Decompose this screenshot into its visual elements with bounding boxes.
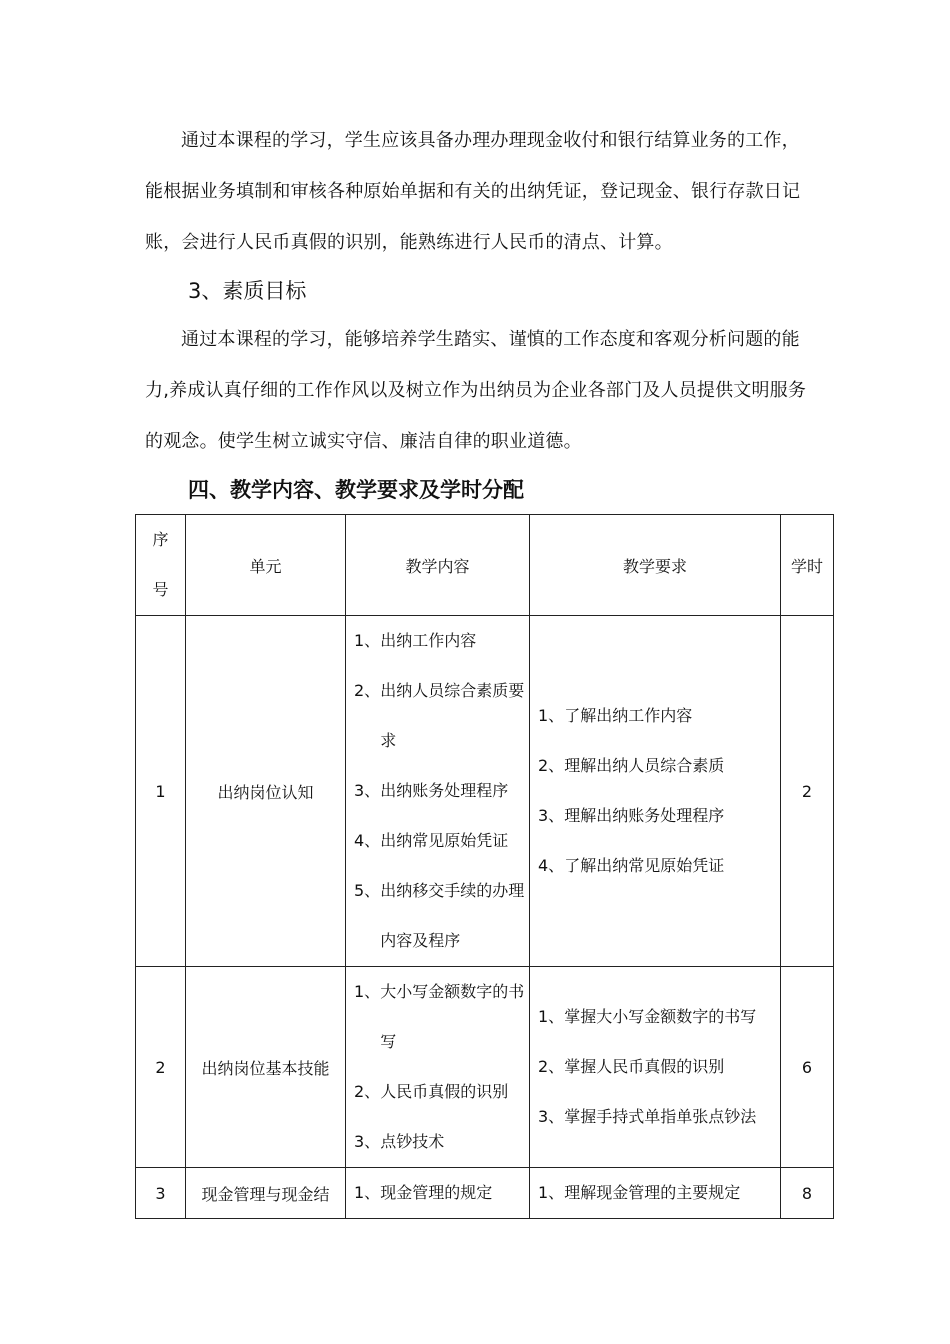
list-item: 3、 出纳账务处理程序 [354, 781, 509, 800]
list-item: 2、 理解出纳人员综合素质 [538, 756, 725, 775]
list-item: 1、 大小写金额数字的书写 [354, 982, 525, 1051]
list-item: 1、 掌握大小写金额数字的书写 [538, 1007, 757, 1026]
row-seq: 3 [136, 1168, 186, 1219]
row-unit: 出纳岗位基本技能 [186, 967, 346, 1168]
row-seq: 2 [136, 967, 186, 1168]
list-item: 1、 出纳工作内容 [354, 631, 477, 650]
row-hours: 2 [781, 616, 834, 967]
list-item: 3、 掌握手持式单指单张点钞法 [538, 1107, 757, 1126]
list-item: 2、 人民币真假的识别 [354, 1082, 509, 1101]
list-item: 4、 出纳常见原始凭证 [354, 831, 509, 850]
list-item: 3、 理解出纳账务处理程序 [538, 806, 725, 825]
list-item: 5、 出纳移交手续的办理内容及程序 [354, 881, 525, 950]
table-row [136, 1168, 834, 1219]
header-seq: 序 号 [136, 515, 186, 616]
list-item: 1、 理解现金管理的主要规定 [538, 1183, 741, 1202]
row-unit: 现金管理与现金结 [186, 1168, 346, 1219]
list-item: 3、 点钞技术 [354, 1132, 445, 1151]
row-content [346, 616, 530, 967]
header-content: 教学内容 [346, 515, 530, 616]
list-item: 1、 现金管理的规定 [354, 1183, 493, 1202]
row-unit: 出纳岗位认知 [186, 616, 346, 967]
row-seq: 1 [136, 616, 186, 967]
syllabus-table [135, 514, 834, 1219]
list-item: 2、 掌握人民币真假的识别 [538, 1057, 725, 1076]
table-header-row [136, 515, 834, 616]
row-content [346, 967, 530, 1168]
row-hours: 8 [781, 1168, 834, 1219]
quality-goal-paragraph: 通过本课程的学习，能够培养学生踏实、谨慎的工作态度和客观分析问题的能力,养成认真仔细的工作作风以及树立作为出纳员为企业各部门及人员提供文明服务的观念。使学生树立诚实守信、廉洁自律的职业道德。 [145, 329, 807, 452]
list-item: 1、 了解出纳工作内容 [538, 706, 693, 725]
section-heading: 四、教学内容、教学要求及学时分配 [188, 478, 524, 502]
quality-goal-heading: 3、素质目标 [188, 279, 307, 303]
header-requirement: 教学要求 [530, 515, 781, 616]
header-hours: 学时 [781, 515, 834, 616]
row-requirement [530, 967, 781, 1168]
knowledge-goal-paragraph: 通过本课程的学习，学生应该具备办理办理现金收付和银行结算业务的工作，能根据业务填制和审核各种原始单据和有关的出纳凭证，登记现金、银行存款日记账，会进行人民币真假的识别，能熟练进行人民币的清点、计算。 [145, 130, 801, 253]
row-hours: 6 [781, 967, 834, 1168]
row-requirement [530, 1168, 781, 1219]
header-unit: 单元 [186, 515, 346, 616]
row-requirement [530, 616, 781, 967]
row-content [346, 1168, 530, 1219]
list-item: 2、 出纳人员综合素质要求 [354, 681, 525, 750]
list-item: 4、 了解出纳常见原始凭证 [538, 856, 725, 875]
table-row [136, 616, 834, 967]
table-row [136, 967, 834, 1168]
